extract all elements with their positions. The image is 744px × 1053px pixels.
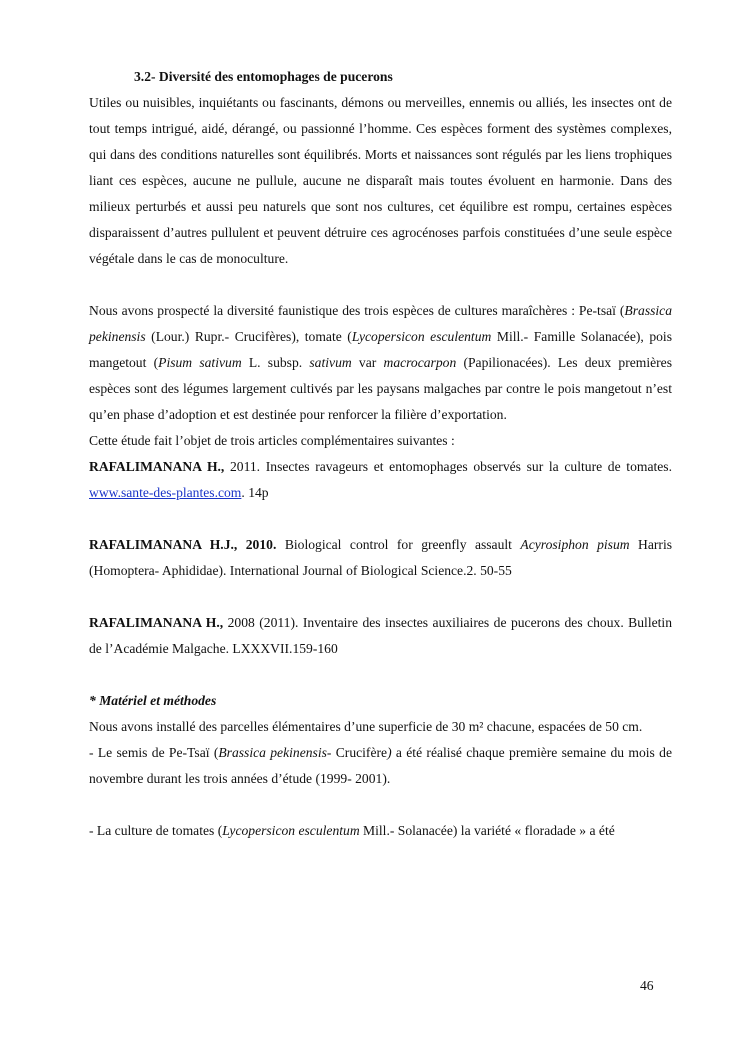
methods-text: - Le semis de Pe-Tsaï ( (89, 745, 219, 760)
methods-text: Mill.- Solanacée) la variété « floradade » a été (359, 823, 615, 838)
species-name: Acyrosiphon pisum (520, 537, 630, 552)
reference-text: Harris (Homoptera- Aphididae). International Journal of Biological Science.2. 50-55 (89, 537, 673, 578)
methods-text: ) a été réalisé chaque première semaine du mois de novembre durant les trois années d’étude (1999- 2001). (89, 745, 672, 786)
methods-heading: * Matériel et méthodes (89, 693, 217, 708)
survey-text: (Lour.) Rupr.- Crucifères), tomate ( (145, 329, 352, 344)
spacer (89, 272, 672, 298)
section-heading: 3.2- Diversité des entomophages de pucerons (134, 69, 393, 84)
survey-text: var (351, 355, 384, 370)
species-name: Lycopersicon esculentum (222, 823, 360, 838)
survey-text: (Papilionacées). Les deux premières espèces sont des légumes largement cultivés par les paysans malgaches par contre le pois mangetout n’est qu’en phase d’adoption et est destinée pour renforcer la filière d’exportation. (89, 355, 672, 422)
reference-text: 2008 (2011). Inventaire des insectes auxiliaires de pucerons des choux. Bulletin de l’Académie Malgache. LXXXVII.159-160 (89, 615, 672, 656)
species-name: Brassica pekinensis (218, 745, 327, 760)
species-name: Lycopersicon esculentum (351, 329, 492, 344)
methods-text: - La culture de tomates ( (89, 823, 223, 838)
spacer (89, 662, 672, 688)
species-name: sativum (309, 355, 352, 370)
reference-1 (89, 454, 672, 506)
species-name: macrocarpon (383, 355, 457, 370)
reference-text: 2011. Insectes ravageurs et entomophages observés sur la culture de tomates. (224, 459, 672, 474)
methods-paragraph-2 (89, 740, 672, 792)
survey-text: L. subsp. (241, 355, 310, 370)
survey-text: Mill.- Famille Solanacée), pois mangetout ( (89, 329, 672, 370)
page-number: 46 (640, 978, 654, 993)
reference-link[interactable]: www.sante-des-plantes.com (89, 485, 242, 500)
methods-paragraph-3 (89, 818, 672, 844)
reference-text: Biological control for greenfly assault (276, 537, 521, 552)
spacer (89, 506, 672, 532)
articles-intro: Cette étude fait l’objet de trois articles complémentaires suivantes : (89, 433, 455, 448)
reference-author: RAFALIMANANA H.J., 2010. (89, 537, 277, 552)
reference-author: RAFALIMANANA H., (89, 615, 224, 630)
survey-text: Nous avons prospecté la diversité faunistique des trois espèces de cultures maraîchères : Pe-tsaï ( (89, 303, 625, 318)
methods-text: - Crucifère (326, 745, 388, 760)
reference-author: RAFALIMANANA H., (89, 459, 225, 474)
methods-paragraph-1: Nous avons installé des parcelles élémentaires d’une superficie de 30 m² chacune, espacées de 50 cm. (89, 719, 643, 734)
survey-paragraph (89, 298, 672, 428)
species-name: Pisum sativum (158, 355, 242, 370)
reference-2 (89, 532, 672, 584)
reference-3 (89, 610, 672, 662)
species-name: Brassica pekinensis (89, 303, 672, 344)
spacer (89, 792, 672, 818)
document-page (89, 64, 672, 844)
reference-text: . 14p (241, 485, 269, 500)
intro-paragraph: Utiles ou nuisibles, inquiétants ou fascinants, démons ou merveilles, ennemis ou alliés, les insectes ont de tout temps intrigué, aidé, dérangé, ou passionné l’homme. Ces espèces forment des systèmes complexes, qui dans des conditions naturelles sont équilibrés. Morts et naissances sont régulés par les liens trophiques liant ces espèces, aucune ne pullule, aucune ne disparaît mais toutes évoluent en harmonie. Dans des milieux perturbés et aussi peu naturels que sont nos cultures, cet équilibre est rompu, certaines espèces disparaissent d’autres pullulent et peuvent détruire ces agrocénoses parfois constituées d’une seule espèce végétale dans le cas de monoculture. (89, 95, 672, 266)
spacer (89, 584, 672, 610)
